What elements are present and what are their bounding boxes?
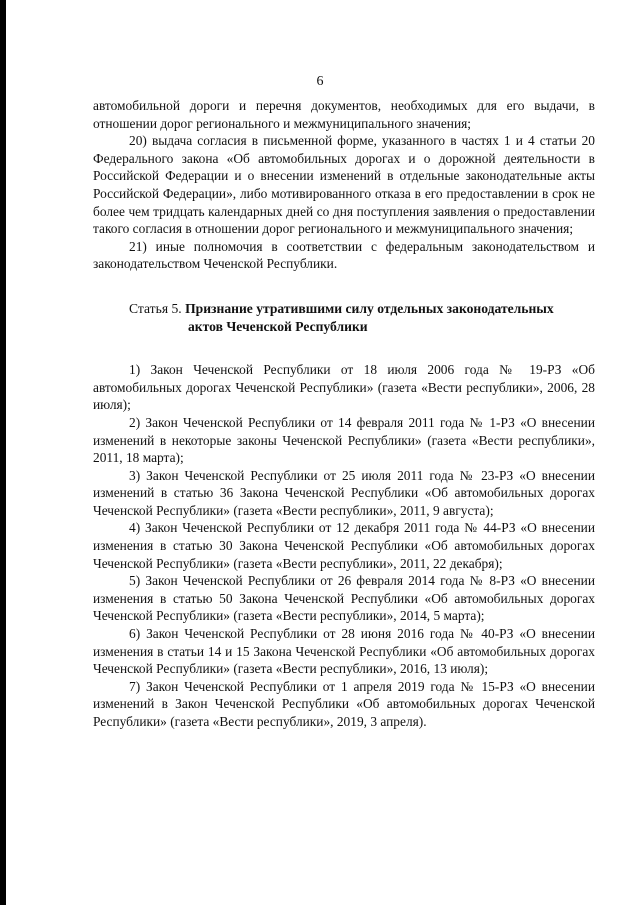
repealed-law-3: 3) Закон Чеченской Республики от 25 июля 2011 года № 23-РЗ «О внесении изменений в статью 36 Закона Чеченской Республики «Об автомобильных дорогах Чеченской Республики» (газета «Вести республики», 2011, 9 августа);: [93, 467, 595, 518]
repealed-law-7: 7) Закон Чеченской Республики от 1 апреля 2019 года № 15-РЗ «О внесении изменений в Закон Чеченской Республики «Об автомобильных дорогах Чеченской Республики» (газета «Вести республики», 2019, 3 апреля).: [93, 678, 595, 729]
page-number: 6: [316, 74, 324, 89]
repealed-law-2: 2) Закон Чеченской Республики от 14 февраля 2011 года № 1-РЗ «О внесении изменений в некоторые законы Чеченской Республики» (газета «Вести республики», 2011, 18 марта);: [93, 414, 595, 466]
repealed-law-5: 5) Закон Чеченской Республики от 26 февраля 2014 года № 8-РЗ «О внесении изменения в статью 50 Закона Чеченской Республики «Об автомобильных дорогах Чеченской Республики» (газета «Вести республики», 2014, 5 марта);: [93, 573, 595, 624]
list-item-21: 21) иные полномочия в соответствии с федеральным законодательством и законодательством Чеченской Республики.: [93, 238, 595, 272]
article-number: Статья 5.: [129, 300, 186, 316]
repealed-law-4: 4) Закон Чеченской Республики от 12 декабря 2011 года № 44-РЗ «О внесении изменения в статью 30 Закона Чеченской Республики «Об автомобильных дорогах Чеченской Республики» (газета «Вести республики», 2011, 22 декабря);: [93, 520, 595, 571]
document-body: [93, 97, 595, 731]
paragraph-continuation: автомобильной дороги и перечня документов, необходимых для его выдачи, в отношении дорог регионального и межмуниципального значения;: [93, 98, 595, 131]
list-item-20: 20) выдача согласия в письменной форме, указанного в частях 1 и 4 статьи 20 Федерального закона «Об автомобильных дорогах и о дорожной деятельности в Российской Федерации и о внесении изменений в отдельные законодательные акты Российской Федерации», либо мотивированного отказа в его предоставлении в срок не более чем тридцать календарных дней со дня поступления заявления о предоставлении такого согласия в отношении дорог регионального и межмуниципального значения;: [93, 133, 595, 237]
article-title-line-2: актов Чеченской Республики: [188, 318, 368, 334]
repealed-law-1: 1) Закон Чеченской Республики от 18 июля 2006 года № 19-РЗ «Об автомобильных дорогах Чеченской Республики» (газета «Вести республики», 2006, 28 июля);: [93, 362, 595, 413]
article-heading: [93, 300, 595, 335]
article-title-line-1: Признание утратившими силу отдельных законодательных: [185, 300, 554, 316]
repealed-law-6: 6) Закон Чеченской Республики от 28 июня 2016 года № 40-РЗ «О внесении изменения в статьи 14 и 15 Закона Чеченской Республики «Об автомобильных дорогах Чеченской Республики» (газета «Вести республики», 2016, 13 июля);: [93, 626, 595, 677]
scan-border: [0, 0, 6, 905]
